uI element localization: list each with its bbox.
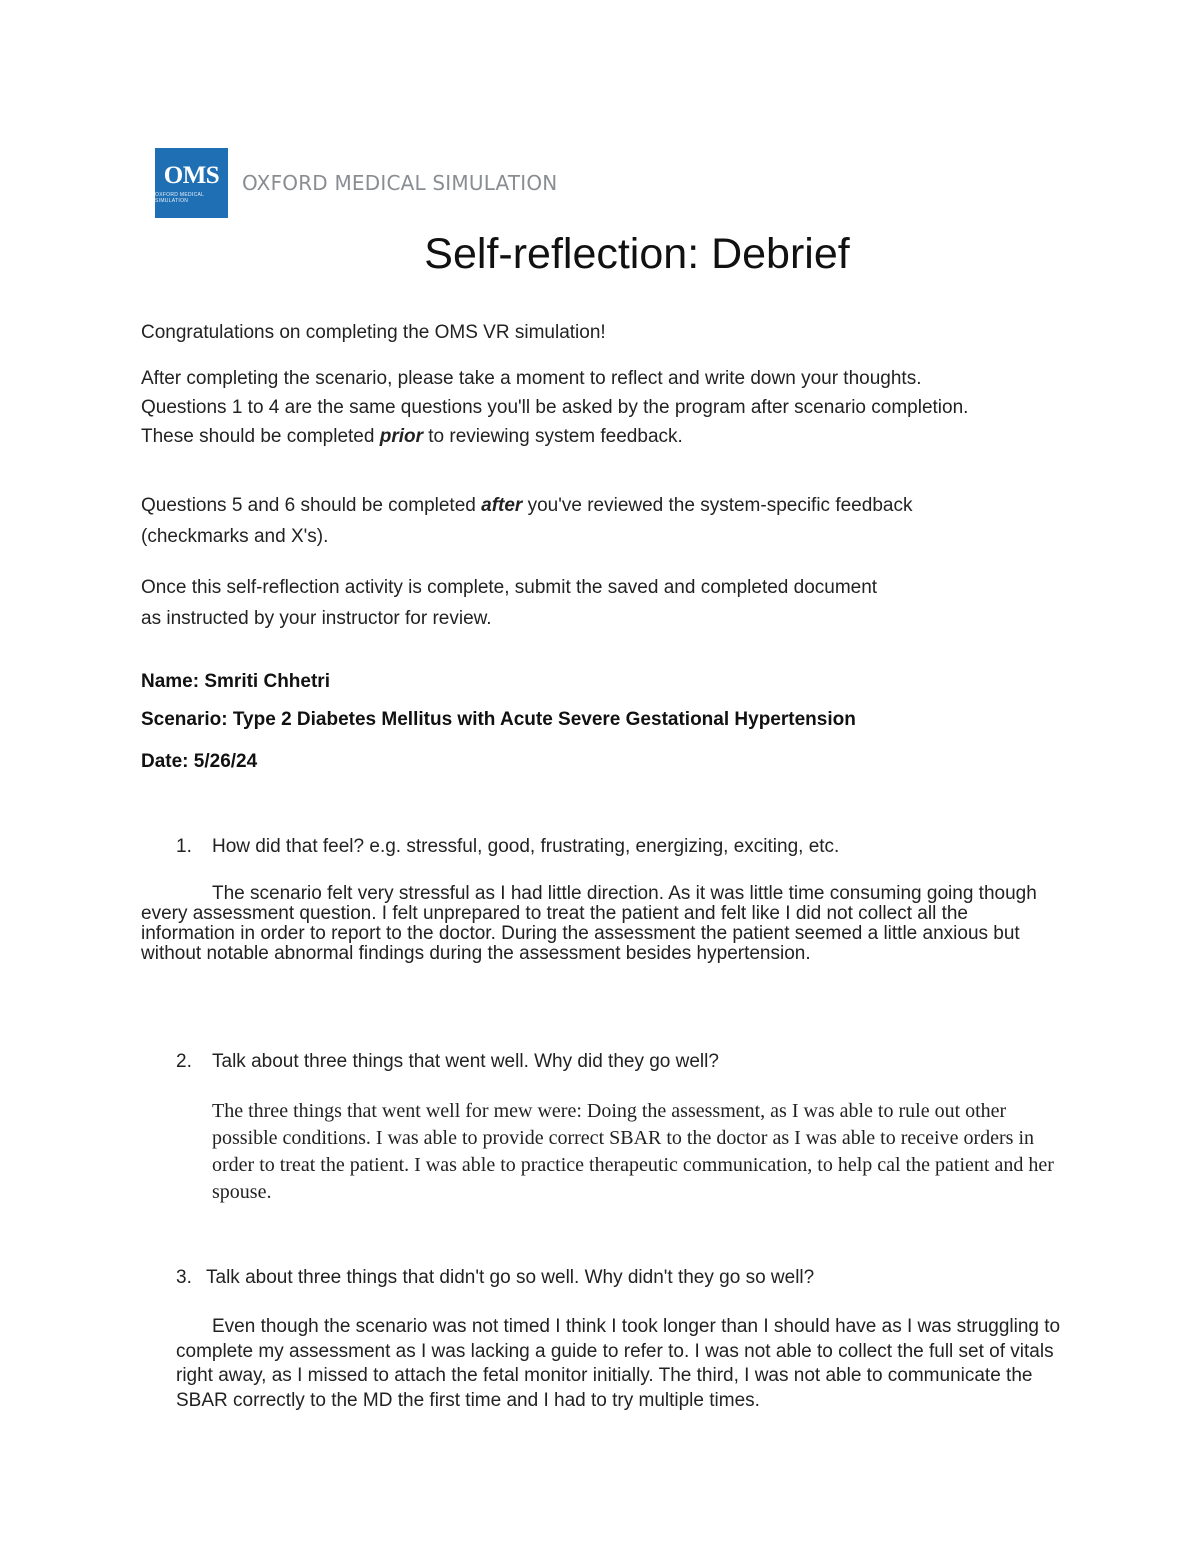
question-3-number: 3. [176, 1267, 192, 1288]
answer-3: Even though the scenario was not timed I think I took longer than I should have as I was struggling to complete my assessment as I was lacking a guide to refer to. I was not able to collect the full set of vitals right away, as I missed to attach the fetal monitor initially. The third, I was not able to communicate the SBAR correctly to the MD the first time and I had to try multiple times. [176, 1316, 1061, 1411]
intro-paragraph-2 [141, 490, 941, 552]
intro-paragraph-2-text: Questions 5 and 6 should be completed [141, 495, 482, 516]
oms-logo [155, 148, 557, 218]
emphasis-prior: prior [379, 426, 423, 447]
student-name: Name: Smriti Chhetri [141, 671, 330, 692]
question-1-number: 1. [176, 836, 192, 857]
answer-1: The scenario felt very stressful as I had little direction. As it was little time consuming going though every assessment question. I felt unprepared to treat the patient and felt like I did not collect all the information in order to report to the doctor. During the assessment the patient seemed a little anxious but without notable abnormal findings during the assessment besides hypertension. [141, 883, 1037, 964]
question-1 [176, 836, 839, 858]
question-3-text: Talk about three things that didn't go so well. Why didn't they go so well? [206, 1267, 815, 1288]
oms-logo-mark [155, 148, 228, 218]
answer-2: The three things that went well for mew were: Doing the assessment, as I was able to rule out other possible conditions. I was able to provide correct SBAR to the doctor as I was able to receive orders in order to treat the patient. I was able to practice therapeutic communication, to help cal the patient and her spouse. [212, 1100, 1054, 1203]
scenario-name: Scenario: Type 2 Diabetes Mellitus with Acute Severe Gestational Hypertension [141, 709, 856, 730]
oms-logo-subtitle: OXFORD MEDICAL SIMULATION [155, 191, 205, 204]
question-2-number: 2. [176, 1051, 192, 1072]
intro-paragraph-1 [141, 364, 991, 451]
question-3 [176, 1267, 814, 1289]
question-2-text: Talk about three things that went well. Why did they go well? [212, 1051, 719, 1072]
congrats-text: Congratulations on completing the OMS VR simulation! [141, 322, 606, 343]
intro-paragraph-1-text: After completing the scenario, please take a moment to reflect and write down your thoughts. Questions 1 to 4 are the same questions you'll be asked by the program after scenario completion. These should be completed [141, 368, 969, 447]
session-date: Date: 5/26/24 [141, 751, 258, 772]
oms-logo-letters: OMS [163, 161, 220, 189]
question-1-text: How did that feel? e.g. stressful, good, frustrating, energizing, exciting, etc. [212, 836, 840, 857]
intro-paragraph-1-end: to reviewing system feedback. [423, 426, 683, 447]
oms-wordmark: OXFORD MEDICAL SIMULATION [242, 171, 558, 195]
intro-paragraph-2-end: you've reviewed the system-specific feedback (checkmarks and X's). [141, 495, 913, 547]
intro-paragraph-3: Once this self-reflection activity is complete, submit the saved and completed document as instructed by your instructor for review. [141, 577, 878, 629]
page-title: Self-reflection: Debrief [424, 230, 850, 278]
emphasis-after: after [481, 495, 523, 516]
question-2 [176, 1051, 719, 1073]
